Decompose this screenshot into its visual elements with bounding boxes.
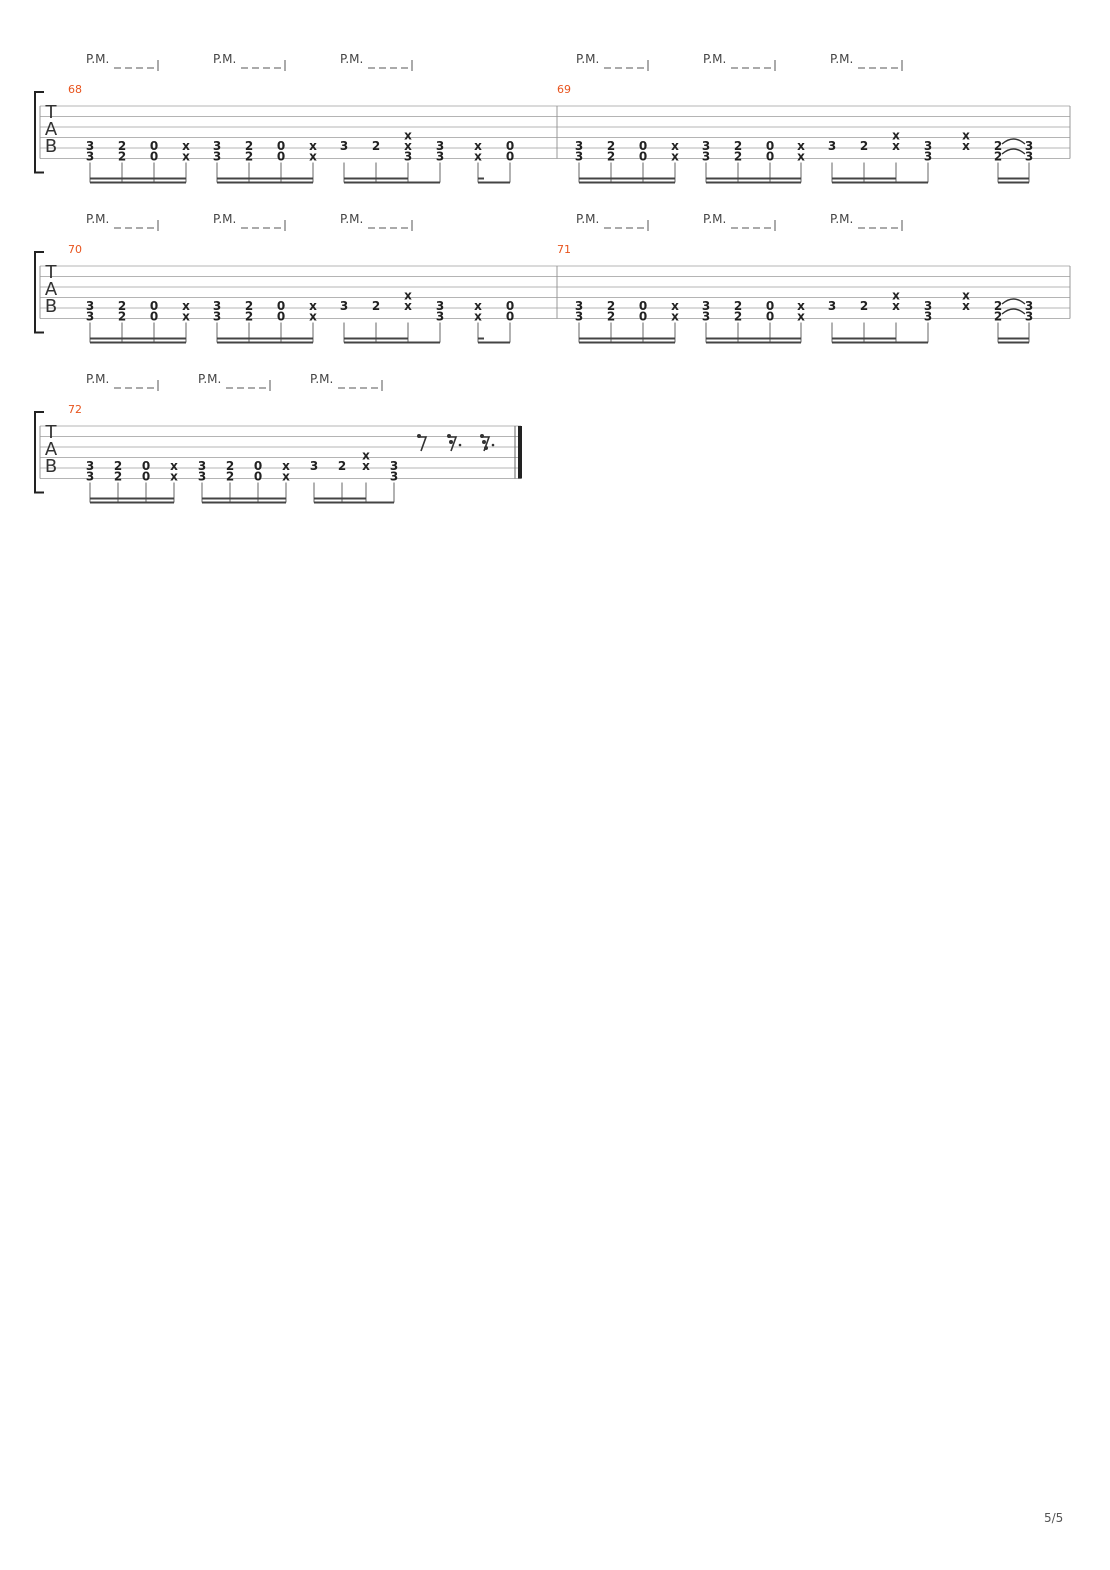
rest-head xyxy=(484,446,488,450)
fret-number: 2 xyxy=(113,459,123,473)
tie-arc xyxy=(1002,299,1025,304)
fret-number: 2 xyxy=(993,299,1003,313)
fret-number: 0 xyxy=(765,309,775,324)
dead-note: x xyxy=(671,149,679,164)
dead-note: x xyxy=(474,299,482,313)
fret-number: 3 xyxy=(435,309,445,324)
tab-clef-letter: A xyxy=(44,439,58,460)
fret-number: 2 xyxy=(113,469,123,484)
fret-number: 0 xyxy=(276,309,286,324)
dead-note: x xyxy=(182,299,190,313)
fret-number: 0 xyxy=(149,149,159,164)
fret-number: 2 xyxy=(993,309,1003,324)
palm-mute-label: P.M. xyxy=(340,212,364,226)
fret-number: 2 xyxy=(117,309,127,324)
fret-number: 3 xyxy=(574,299,584,313)
fret-number: 3 xyxy=(1024,299,1034,313)
dead-note: x xyxy=(671,309,679,324)
fret-number: 0 xyxy=(638,149,648,164)
fret-number: 3 xyxy=(212,149,222,164)
fret-number: 2 xyxy=(225,459,235,473)
palm-mute-label: P.M. xyxy=(703,212,727,226)
fret-number: 3 xyxy=(389,459,399,473)
fret-number: 3 xyxy=(574,149,584,164)
fret-number: 2 xyxy=(993,139,1003,153)
fret-number: 2 xyxy=(371,299,381,313)
fret-number: 2 xyxy=(733,299,743,313)
fret-number: 0 xyxy=(276,139,286,153)
fret-number: 2 xyxy=(733,309,743,324)
tab-clef-letter: A xyxy=(44,279,58,300)
tie-arc xyxy=(1002,139,1025,144)
fret-number: 2 xyxy=(225,469,235,484)
fret-number: 0 xyxy=(505,299,515,313)
rest-head xyxy=(417,434,421,438)
tab-clef-letter: T xyxy=(45,102,57,123)
dead-note: x xyxy=(962,139,970,153)
fret-number: 3 xyxy=(85,459,95,473)
palm-mute-label: P.M. xyxy=(576,52,600,66)
fret-number: 2 xyxy=(733,139,743,153)
measure-number: 69 xyxy=(557,83,571,96)
dead-note: x xyxy=(309,149,317,164)
fret-number: 3 xyxy=(827,299,837,313)
dead-note: x xyxy=(404,299,412,313)
measure-number: 68 xyxy=(68,83,82,96)
fret-number: 0 xyxy=(505,309,515,324)
fret-number: 3 xyxy=(435,139,445,153)
fret-number: 3 xyxy=(923,299,933,313)
palm-mute-label: P.M. xyxy=(703,52,727,66)
fret-number: 0 xyxy=(149,139,159,153)
fret-number: 2 xyxy=(606,149,616,164)
fret-number: 2 xyxy=(244,139,254,153)
page-number: 5/5 xyxy=(1044,1511,1064,1525)
dead-note: x xyxy=(309,299,317,313)
rest-head xyxy=(449,440,453,444)
fret-number: 2 xyxy=(244,309,254,324)
dead-note: x xyxy=(309,139,317,153)
fret-number: 3 xyxy=(389,469,399,484)
fret-number: 0 xyxy=(765,299,775,313)
fret-number: 3 xyxy=(923,309,933,324)
fret-number: 2 xyxy=(859,299,869,313)
fret-number: 2 xyxy=(244,299,254,313)
fret-number: 3 xyxy=(435,149,445,164)
palm-mute-label: P.M. xyxy=(213,212,237,226)
fret-number: 2 xyxy=(606,309,616,324)
rest-head xyxy=(480,434,484,438)
fret-number: 2 xyxy=(371,139,381,153)
dead-note: x xyxy=(671,299,679,313)
fret-number: 0 xyxy=(276,149,286,164)
fret-number: 0 xyxy=(765,149,775,164)
fret-number: 3 xyxy=(701,139,711,153)
fret-number: 3 xyxy=(435,299,445,313)
fret-number: 2 xyxy=(993,149,1003,164)
fret-number: 2 xyxy=(244,149,254,164)
palm-mute-label: P.M. xyxy=(198,372,222,386)
fret-number: 3 xyxy=(85,469,95,484)
palm-mute-label: P.M. xyxy=(830,52,854,66)
fret-number: 0 xyxy=(276,299,286,313)
dead-note: x xyxy=(671,139,679,153)
rest-head xyxy=(482,440,486,444)
fret-number: 3 xyxy=(1024,309,1034,324)
fret-number: 0 xyxy=(638,309,648,324)
fret-number: 0 xyxy=(141,469,151,484)
dead-note: x xyxy=(404,288,412,303)
fret-number: 2 xyxy=(606,299,616,313)
palm-mute-label: P.M. xyxy=(340,52,364,66)
fret-number: 0 xyxy=(253,469,263,484)
fret-number: 0 xyxy=(149,309,159,324)
dead-note: x xyxy=(962,299,970,313)
dead-note: x xyxy=(282,469,290,484)
dead-note: x xyxy=(892,299,900,313)
fret-number: 3 xyxy=(403,149,413,164)
fret-number: 3 xyxy=(85,149,95,164)
fret-number: 3 xyxy=(1024,139,1034,153)
fret-number: 3 xyxy=(212,299,222,313)
fret-number: 3 xyxy=(574,309,584,324)
tie-arc xyxy=(1002,309,1025,314)
dead-note: x xyxy=(797,139,805,153)
dead-note: x xyxy=(309,309,317,324)
fret-number: 3 xyxy=(309,459,319,473)
dead-note: x xyxy=(182,149,190,164)
dead-note: x xyxy=(170,469,178,484)
fret-number: 0 xyxy=(638,299,648,313)
rest-dot xyxy=(492,444,495,447)
dead-note: x xyxy=(474,139,482,153)
fret-number: 3 xyxy=(85,309,95,324)
fret-number: 0 xyxy=(253,459,263,473)
palm-mute-label: P.M. xyxy=(576,212,600,226)
fret-number: 2 xyxy=(117,139,127,153)
fret-number: 0 xyxy=(505,149,515,164)
measure-number: 70 xyxy=(68,243,82,256)
dead-note: x xyxy=(892,288,900,303)
fret-number: 0 xyxy=(141,459,151,473)
measure-number: 72 xyxy=(68,403,82,416)
tab-clef-letter: T xyxy=(45,262,57,283)
rest-symbol xyxy=(448,437,456,451)
fret-number: 2 xyxy=(117,299,127,313)
tab-clef-letter: T xyxy=(45,422,57,443)
fret-number: 3 xyxy=(339,139,349,153)
fret-number: 3 xyxy=(923,139,933,153)
fret-number: 3 xyxy=(701,149,711,164)
fret-number: 3 xyxy=(574,139,584,153)
dead-note: x xyxy=(182,139,190,153)
fret-number: 0 xyxy=(505,139,515,153)
palm-mute-label: P.M. xyxy=(86,212,110,226)
rest-head xyxy=(447,434,451,438)
rest-dot xyxy=(459,444,462,447)
dead-note: x xyxy=(962,288,970,303)
fret-number: 3 xyxy=(212,139,222,153)
fret-number: 3 xyxy=(701,299,711,313)
dead-note: x xyxy=(362,459,370,473)
fret-number: 3 xyxy=(339,299,349,313)
palm-mute-label: P.M. xyxy=(213,52,237,66)
final-barline-thick xyxy=(518,426,522,479)
dead-note: x xyxy=(362,448,370,463)
fret-number: 3 xyxy=(923,149,933,164)
fret-number: 3 xyxy=(212,309,222,324)
fret-number: 2 xyxy=(859,139,869,153)
fret-number: 3 xyxy=(197,469,207,484)
tab-clef-letter: A xyxy=(44,119,58,140)
measure-number: 71 xyxy=(557,243,571,256)
fret-number: 2 xyxy=(733,149,743,164)
fret-number: 3 xyxy=(85,139,95,153)
dead-note: x xyxy=(892,128,900,143)
dead-note: x xyxy=(170,459,178,473)
fret-number: 3 xyxy=(701,309,711,324)
tab-clef-letter: B xyxy=(44,296,58,317)
palm-mute-label: P.M. xyxy=(86,52,110,66)
dead-note: x xyxy=(892,139,900,153)
dead-note: x xyxy=(797,149,805,164)
fret-number: 2 xyxy=(606,139,616,153)
dead-note: x xyxy=(182,309,190,324)
fret-number: 0 xyxy=(149,299,159,313)
rest-symbol xyxy=(418,437,426,451)
dead-note: x xyxy=(404,139,412,153)
dead-note: x xyxy=(404,128,412,143)
dead-note: x xyxy=(474,309,482,324)
tie-arc xyxy=(1002,149,1025,154)
fret-number: 0 xyxy=(638,139,648,153)
tab-clef-letter: B xyxy=(44,456,58,477)
dead-note: x xyxy=(797,309,805,324)
palm-mute-label: P.M. xyxy=(310,372,334,386)
fret-number: 3 xyxy=(1024,149,1034,164)
dead-note: x xyxy=(282,459,290,473)
tab-clef-letter: B xyxy=(44,136,58,157)
fret-number: 2 xyxy=(337,459,347,473)
fret-number: 2 xyxy=(117,149,127,164)
palm-mute-label: P.M. xyxy=(830,212,854,226)
dead-note: x xyxy=(962,128,970,143)
fret-number: 3 xyxy=(85,299,95,313)
dead-note: x xyxy=(797,299,805,313)
palm-mute-label: P.M. xyxy=(86,372,110,386)
dead-note: x xyxy=(474,149,482,164)
fret-number: 0 xyxy=(765,139,775,153)
fret-number: 3 xyxy=(827,139,837,153)
fret-number: 3 xyxy=(197,459,207,473)
